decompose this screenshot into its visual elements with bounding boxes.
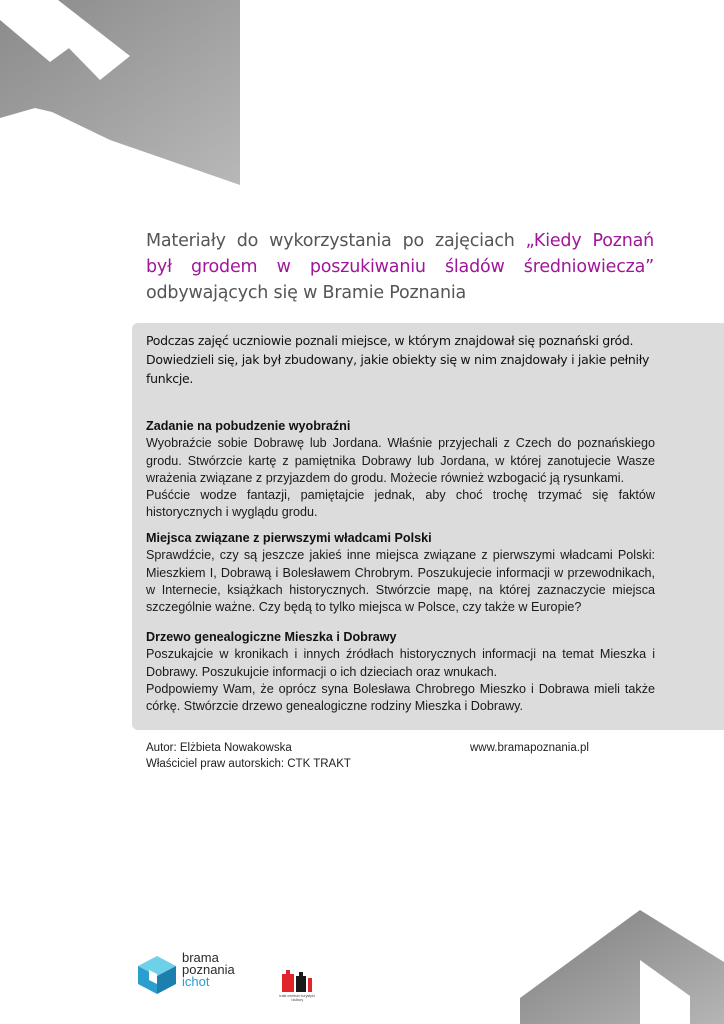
title-line-3: odbywających się w Bramie Poznania bbox=[146, 283, 467, 303]
cube-icon bbox=[136, 954, 178, 996]
brama-logo-wordmark bbox=[182, 952, 235, 988]
trakt-caption-line-2: i kultury bbox=[290, 998, 304, 1002]
intro-text: Podczas zajęć uczniowie poznali miejsce, w którym znajdował się poznański gród. Dowiedzieli się, jak był zbudowany, jakie obiekty się w nim znajdowały i jakie pełniły funkcje. bbox=[146, 333, 650, 386]
trakt-caption-line-1: trakt centrum turystyki bbox=[279, 994, 315, 998]
page-title bbox=[146, 228, 654, 306]
section-paragraph: Poszukajcie w kronikach i innych źródłach historycznych informacji na temat Mieszka i Dobrawy. Poszukujcie informacji o ich dzieciach oraz wnukach. bbox=[146, 647, 655, 679]
title-line-1 bbox=[146, 228, 654, 254]
website-link[interactable]: www.bramapoznania.pl bbox=[470, 742, 589, 754]
trakt-logo bbox=[274, 968, 320, 1002]
logo-word-ichot: ichot bbox=[182, 974, 210, 989]
title-plain-text: Materiały do wykorzystania po zajęciach bbox=[146, 231, 526, 251]
section-paragraph: Puśćcie wodze fantazji, pamiętajcie jednak, aby choć trochę trzymać się faktów historycznych i wyglądu grodu. bbox=[146, 488, 655, 520]
footer-credits bbox=[146, 740, 351, 772]
section-paragraph: Wyobraźcie sobie Dobrawę lub Jordana. Właśnie przyjechali z Czech do poznańskiego grodu. Stwórzcie kartę z pamiętnika Dobrawy lub Jordana, w której zanotujecie Wasze wrażenia związane z przyjazdem do grodu. Możecie również wzbogacić ją rysunkami. bbox=[146, 436, 655, 485]
section-places-of-rulers bbox=[146, 530, 655, 616]
section-paragraph: Podpowiemy Wam, że oprócz syna Bolesława Chrobrego Mieszko i Dobrawa mieli także córkę. Stwórzcie drzewo genealogiczne rodziny Mieszka i Dobrawy. bbox=[146, 681, 655, 714]
logo-word-brama: brama bbox=[182, 950, 219, 965]
house-shape-decoration-top bbox=[0, 0, 240, 190]
section-imagination-task bbox=[146, 418, 655, 522]
trakt-logo-caption bbox=[274, 994, 320, 1002]
castle-icon bbox=[274, 968, 320, 994]
copyright-owner: Właściciel praw autorskich: CTK TRAKT bbox=[146, 758, 351, 770]
section-heading: Zadanie na pobudzenie wyobraźni bbox=[146, 419, 351, 433]
section-paragraph: Sprawdźcie, czy są jeszcze jakieś inne miejsca związane z pierwszymi władcami Polski: Mieszkiem I, Dobrawą i Bolesławem Chrobrym. Poszukujecie informacji w przewodnikach, w Internecie, książkach historycznych. Stwórzcie mapę, na której zaznaczycie miejsca szczególnie ważne. Czy będą to tylko miejsca w Polsce, czy także w Europie? bbox=[146, 548, 655, 615]
author-credit: Autor: Elżbieta Nowakowska bbox=[146, 742, 292, 754]
house-shape-decoration-bottom bbox=[520, 900, 724, 1024]
title-accent-text: „Kiedy Poznań bbox=[525, 231, 655, 251]
title-line-2: był grodem w poszukiwaniu śladów średniowiecza” bbox=[146, 257, 654, 277]
brama-poznania-logo bbox=[136, 948, 246, 1000]
logo-word-poznania: poznania bbox=[182, 962, 235, 977]
section-heading: Miejsca związane z pierwszymi władcami Polski bbox=[146, 531, 432, 545]
section-heading: Drzewo genealogiczne Mieszka i Dobrawy bbox=[146, 630, 397, 644]
section-family-tree bbox=[146, 629, 655, 715]
